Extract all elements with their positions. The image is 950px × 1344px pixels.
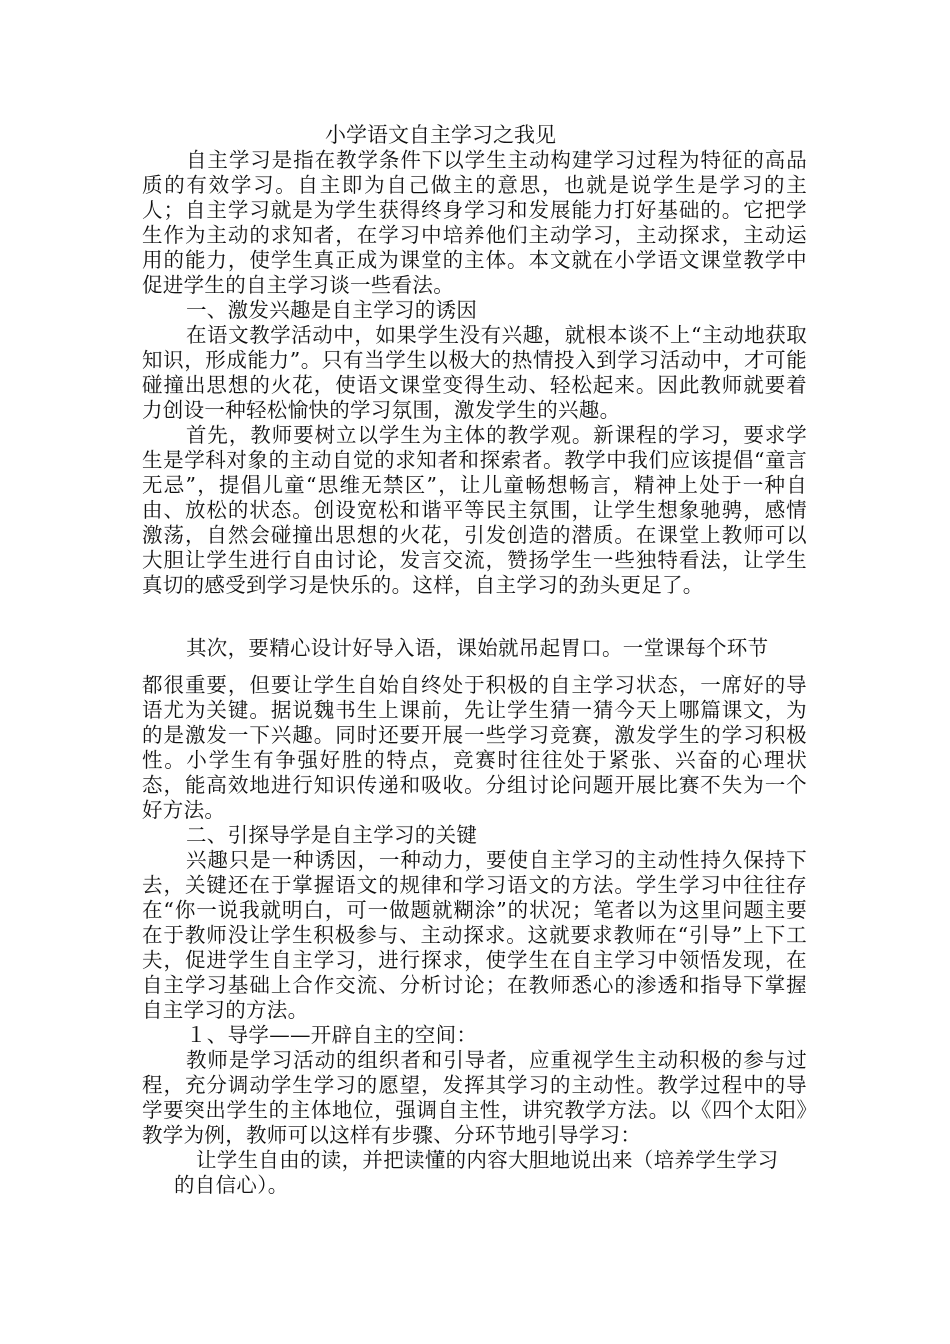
paragraph-free-reading-line-1: 让学生自由的读，并把读懂的内容大胆地说出来（培养学生学习 [196,1148,779,1172]
text-section-second-line [142,636,807,661]
paragraph-first: 首先，教师要树立以学生为主体的教学观。新课程的学习，要求学生是学科对象的主动自觉的求知者和探索者。教学中我们应该提倡“童言无忌”，提倡儿童“思维无禁区”，让儿童畅想畅言，精神上处于一种自由、放松的状态。创设宽松和谐平等民主氛围，让学生想象驰骋，感情激荡，自然会碰撞出思想的火花，引发创造的潜质。在课堂上教师可以大胆让学生进行自由讨论，发言交流，赞扬学生一些独特看法，让学生真切的感受到学习是快乐的。这样，自主学习的劲头更足了。 [142,423,807,597]
paragraph-guidance: 兴趣只是一种诱因，一种动力，要使自主学习的主动性持久保持下去，关键还在于掌握语文的规律和学习语文的方法。学生学习中往往存在“你一说我就明白，可一做题就糊涂”的状况；笔者以为这里问题主要在于教师没让学生积极参与、主动探求。这就要求教师在“引导”上下工夫，促进学生自主学习，进行探求，使学生在自主学习中领悟发现，在自主学习基础上合作交流、分析讨论；在教师悉心的渗透和指导下掌握自主学习的方法。 [142,848,807,1022]
subsection-heading-1: １、导学——开辟自主的空间： [186,1023,478,1047]
paragraph-teacher-role: 教师是学习活动的组织者和引导者，应重视学生主动积极的参与过程，充分调动学生学习的愿望，发挥其学习的主动性。教学过程中的导学要突出学生的主体地位，强调自主性，讲究教学方法。以《四个太阳》教学为例，教师可以这样有步骤、分环节地引导学习： [142,1048,807,1147]
document-title: 小学语文自主学习之我见 [325,123,556,147]
section-heading-2: 二、引探导学是自主学习的关键 [186,823,478,847]
paragraph-interest: 在语文教学活动中，如果学生没有兴趣，就根本谈不上“主动地获取知识，形成能力”。只有当学生以极大的热情投入到学习活动中，才可能碰撞出思想的火花，使语文课堂变得生动、轻松起来。因此教师就要着力创设一种轻松愉快的学习氛围，激发学生的兴趣。 [142,323,807,422]
paragraph-intro: 自主学习是指在教学条件下以学生主动构建学习过程为特征的高品质的有效学习。自主即为自己做主的意思，也就是说学生是学习的主人；自主学习就是为学生获得终身学习和发展能力打好基础的。它把学生作为主动的求知者，在学习中培养他们主动学习，主动探求，主动运用的能力，使学生真正成为课堂的主体。本文就在小学语文课堂教学中促进学生的自主学习谈一些看法。 [142,148,807,297]
paragraph-free-reading-line-2: 的自信心）。 [174,1173,289,1197]
text-section-intro [142,148,807,598]
section-heading-1: 一、激发兴趣是自主学习的诱因 [186,298,478,322]
paragraph-second-cont: 都很重要，但要让学生自始自终处于积极的自主学习状态，一席好的导语尤为关键。据说魏书生上课前，先让学生猜一猜今天上哪篇课文，为的是激发一下兴趣。同时还要开展一些学习竞赛，激发学生的学习积极性。小学生有争强好胜的特点，竞赛时往往处于紧张、兴奋的心理状态，能高效地进行知识传递和吸收。分组讨论问题开展比赛不失为一个好方法。 [142,673,807,822]
paragraph-free-reading [142,1148,807,1198]
text-section-main [142,673,807,1198]
paragraph-second-start: 其次，要精心设计好导入语，课始就吊起胃口。一堂课每个环节 [186,636,769,660]
